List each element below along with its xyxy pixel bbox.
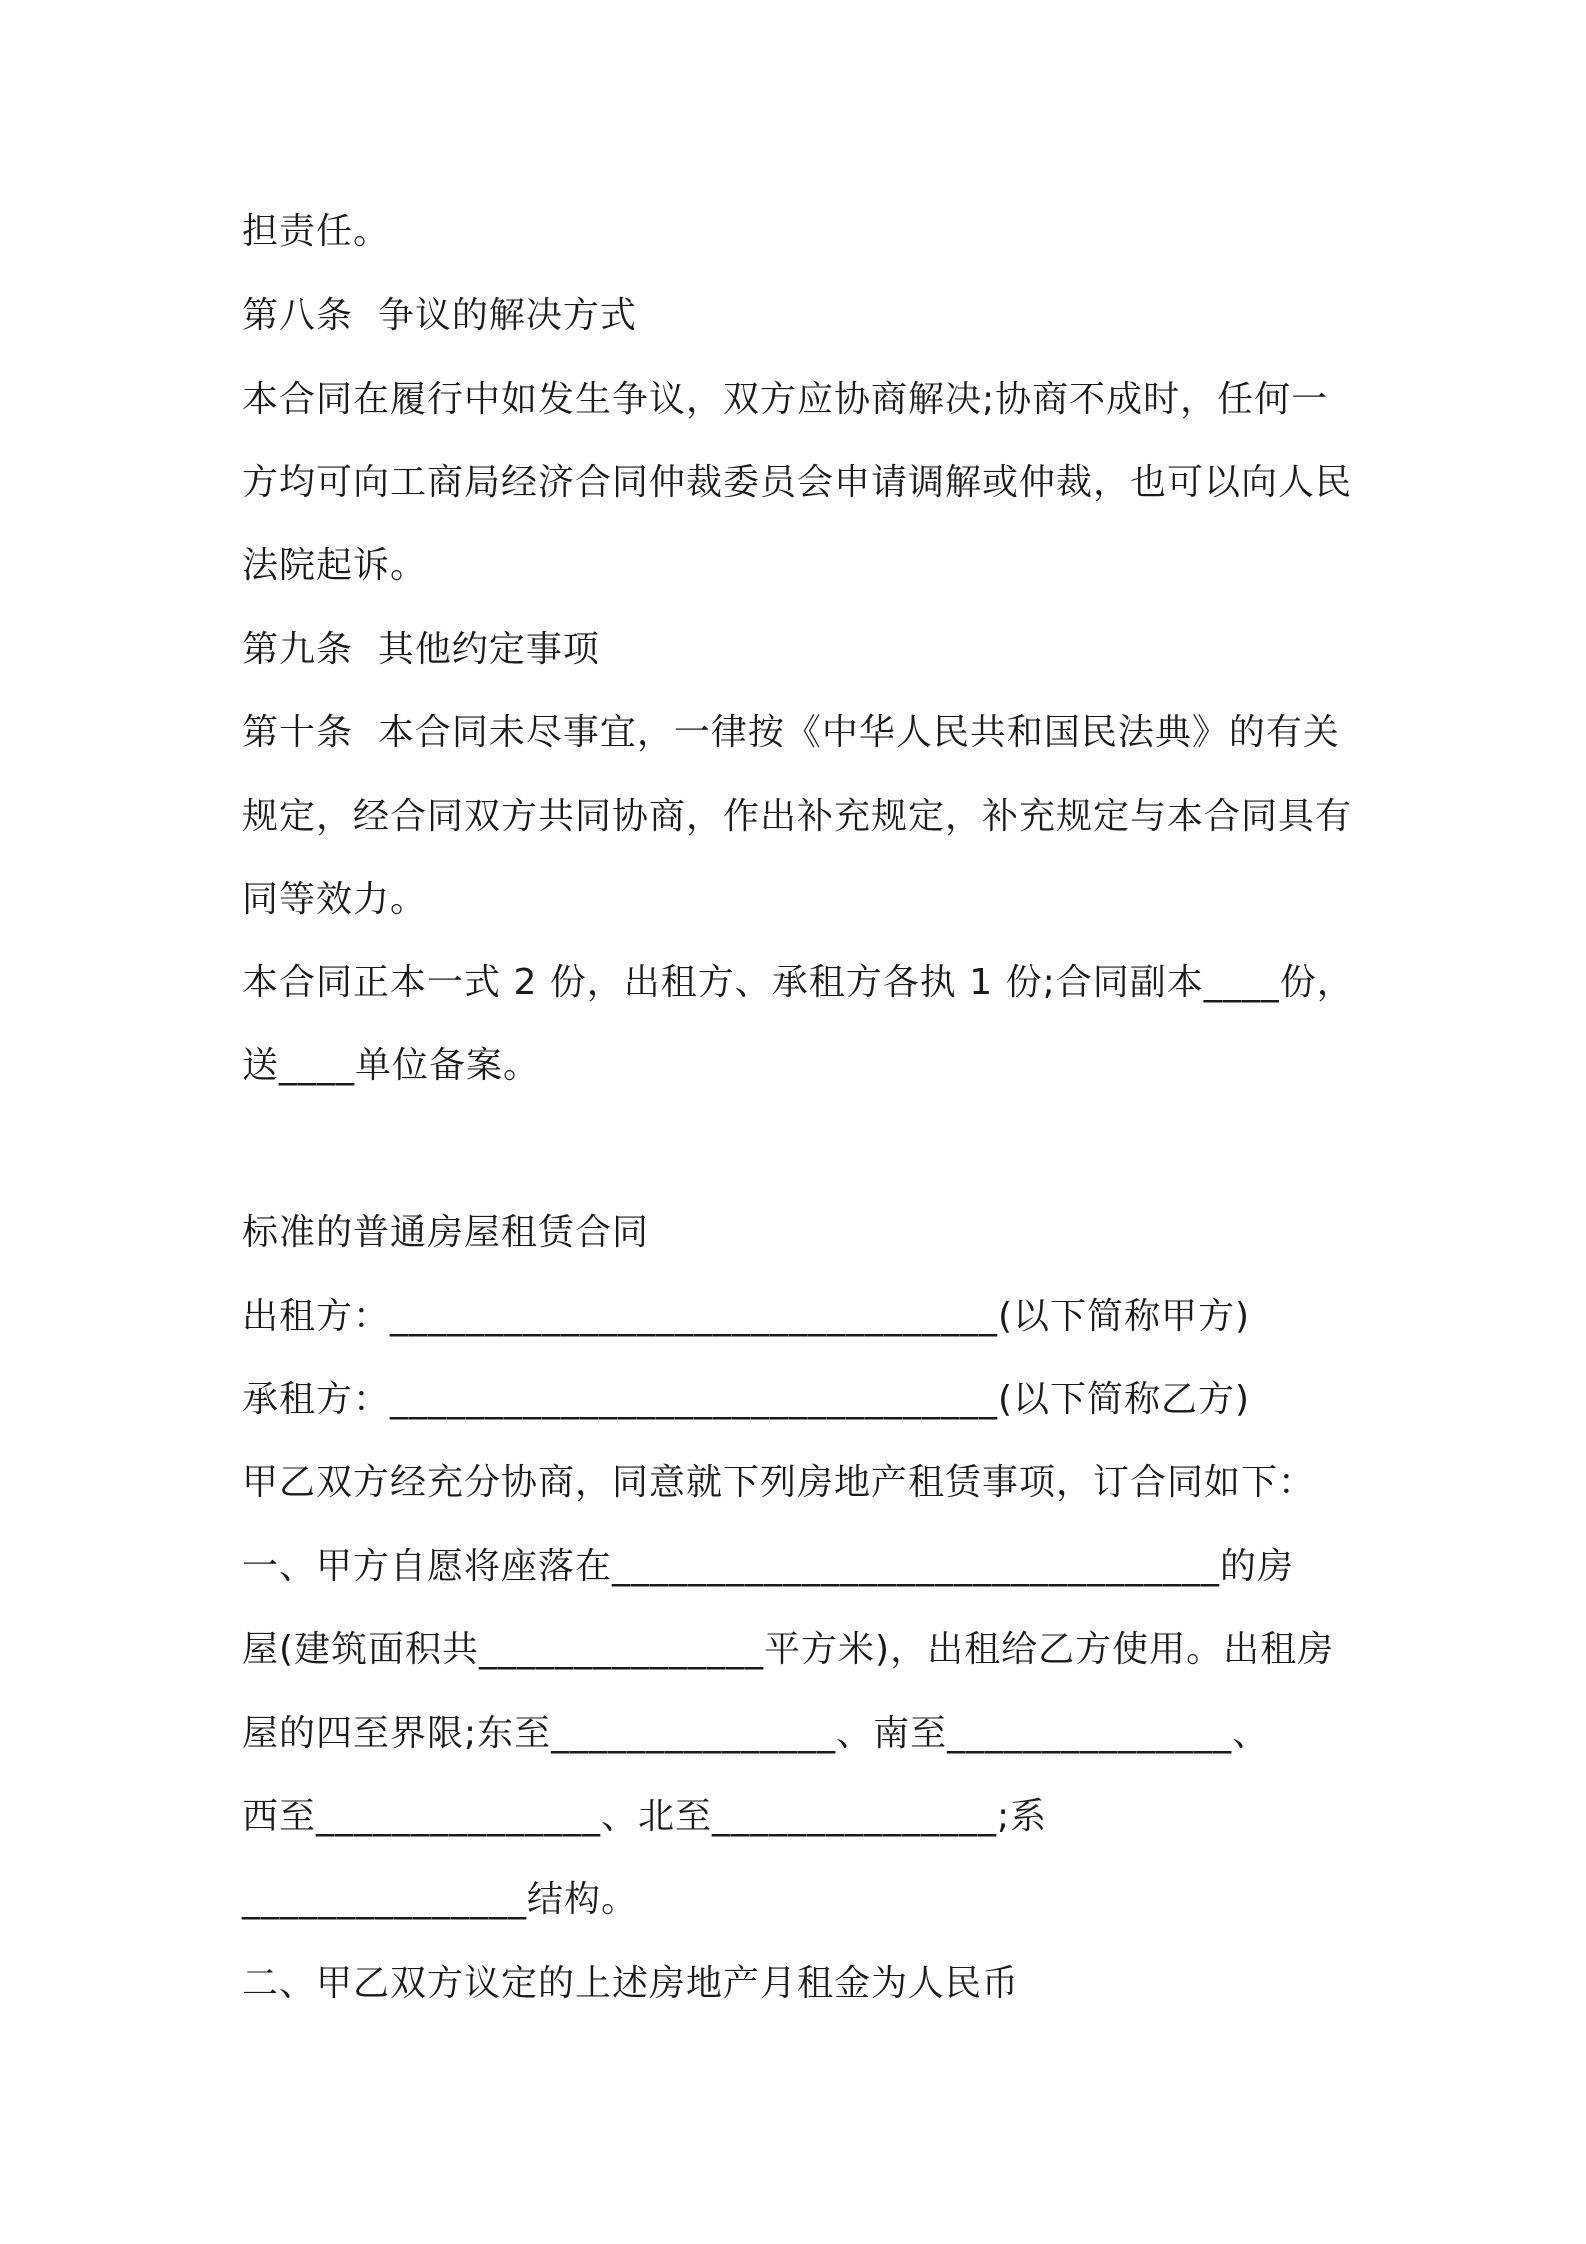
text-line: 西至_______________、北至_______________;系 bbox=[242, 1796, 1048, 1837]
text-line: 屋(建筑面积共_______________平方米)，出租给乙方使用。出租房 bbox=[242, 1629, 1335, 1670]
text-line: 送____单位备案。 bbox=[242, 1045, 541, 1086]
text-line: 屋的四至界限;东至_______________、南至_______________、 bbox=[242, 1713, 1270, 1754]
lessee-field: 承租方：________________________________(以下简称乙方) bbox=[242, 1379, 1251, 1420]
text-line: 担责任。 bbox=[242, 211, 391, 252]
text-line: 规定，经合同双方共同协商，作出补充规定，补充规定与本合同具有 bbox=[242, 796, 1353, 837]
text-line: 同等效力。 bbox=[242, 879, 428, 920]
text-line: _______________结构。 bbox=[242, 1879, 639, 1920]
text-line: 本合同在履行中如发生争议，双方应协商解决;协商不成时，任何一 bbox=[242, 379, 1329, 420]
section-heading-8: 第八条 争议的解决方式 bbox=[242, 295, 637, 336]
clause-2: 二、甲乙双方议定的上述房地产月租金为人民币 bbox=[242, 1963, 1020, 2004]
section-heading-9: 第九条 其他约定事项 bbox=[242, 629, 600, 670]
text-line: 方均可向工商局经济合同仲裁委员会申请调解或仲裁，也可以向人民 bbox=[242, 462, 1353, 503]
clause-1: 一、甲方自愿将座落在________________________________的房 bbox=[242, 1546, 1295, 1587]
section-heading-10: 第十条 本合同未尽事宜，一律按《中华人民共和国民法典》的有关 bbox=[242, 712, 1340, 753]
text-line: 甲乙双方经充分协商，同意就下列房地产租赁事项，订合同如下： bbox=[242, 1462, 1316, 1503]
contract-title: 标准的普通房屋租赁合同 bbox=[242, 1212, 650, 1253]
text-line: 法院起诉。 bbox=[242, 545, 428, 586]
lessor-field: 出租方：________________________________(以下简称甲方) bbox=[242, 1296, 1251, 1337]
text-line: 本合同正本一式 2 份，出租方、承租方各执 1 份;合同副本____份， bbox=[242, 962, 1354, 1003]
